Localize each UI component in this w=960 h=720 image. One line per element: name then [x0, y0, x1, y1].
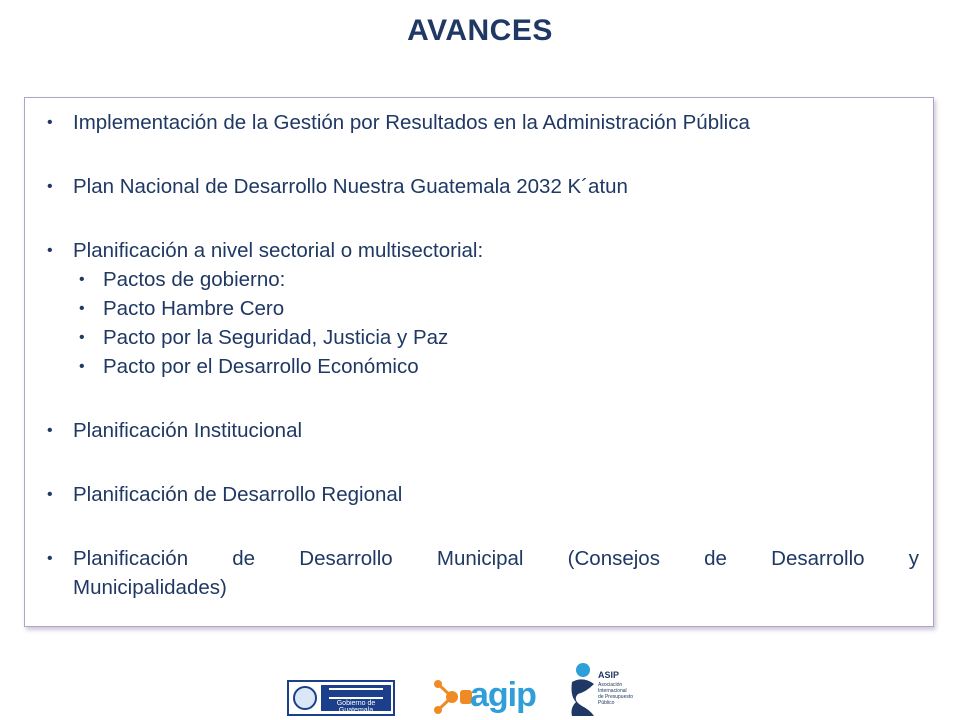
- agip-logo-label: agip: [470, 676, 536, 714]
- bullet-item-text: Planificación de Desarrollo Regional: [73, 483, 403, 506]
- seal-icon: [293, 686, 317, 710]
- sub-bullet-item-text: Pacto por el Desarrollo Económico: [103, 355, 419, 378]
- bullet-item: [39, 544, 919, 602]
- bullet-item-text: Planificación Institucional: [73, 419, 303, 442]
- content-box: [24, 97, 934, 627]
- bullet-icon: •: [47, 114, 53, 131]
- bullet-icon: •: [47, 178, 53, 195]
- bullet-icon: •: [79, 358, 85, 375]
- bullet-icon: •: [47, 422, 53, 439]
- asip-logo: [568, 662, 638, 718]
- bullet-icon: •: [47, 550, 53, 567]
- sub-bullet-item-text: Pacto por la Seguridad, Justicia y Paz: [103, 326, 449, 349]
- bullet-item: [39, 172, 919, 201]
- sub-bullet-item: [39, 352, 919, 381]
- bullet-icon: •: [79, 271, 85, 288]
- bullet-item-text: Plan Nacional de Desarrollo Nuestra Guatemala 2032 K´atun: [73, 175, 628, 198]
- page-title: AVANCES: [407, 14, 553, 47]
- sub-bullet-item: [39, 323, 919, 352]
- bullet-icon: •: [79, 329, 85, 346]
- gobierno-guatemala-logo: [287, 680, 395, 716]
- gobierno-logo-label: Gobierno de Guatemala: [336, 700, 376, 714]
- asip-logo-label: ASIP: [598, 670, 620, 680]
- bullet-item: [39, 108, 919, 137]
- bullet-icon: •: [79, 300, 85, 317]
- bullet-icon: •: [47, 242, 53, 259]
- bullet-item-text: Planificación a nivel sectorial o multisectorial:: [73, 239, 484, 262]
- asip-logo-subtitle: Asociación Internacional de Presupuesto Público: [598, 682, 634, 706]
- building-icon: [329, 688, 383, 699]
- agip-mark-icon: [430, 676, 474, 718]
- bullet-item-text: Implementación de la Gestión por Resultados en la Administración Pública: [73, 111, 750, 134]
- sub-bullet-item: [39, 294, 919, 323]
- asip-mark-icon: [568, 662, 598, 718]
- bullet-item-text-line2: Municipalidades): [73, 576, 227, 599]
- bullet-item: [39, 480, 919, 509]
- sub-bullet-item-text: Pacto Hambre Cero: [103, 297, 285, 320]
- bullet-icon: •: [47, 486, 53, 503]
- bullet-item: [39, 416, 919, 445]
- sub-bullet-item-text: Pactos de gobierno:: [103, 268, 286, 291]
- sub-bullet-item: [39, 265, 919, 294]
- bullet-item-text-line1: Planificación de Desarrollo Municipal (Consejos de Desarrollo y: [73, 547, 919, 570]
- bullet-item: [39, 236, 919, 265]
- agip-logo: [430, 676, 534, 718]
